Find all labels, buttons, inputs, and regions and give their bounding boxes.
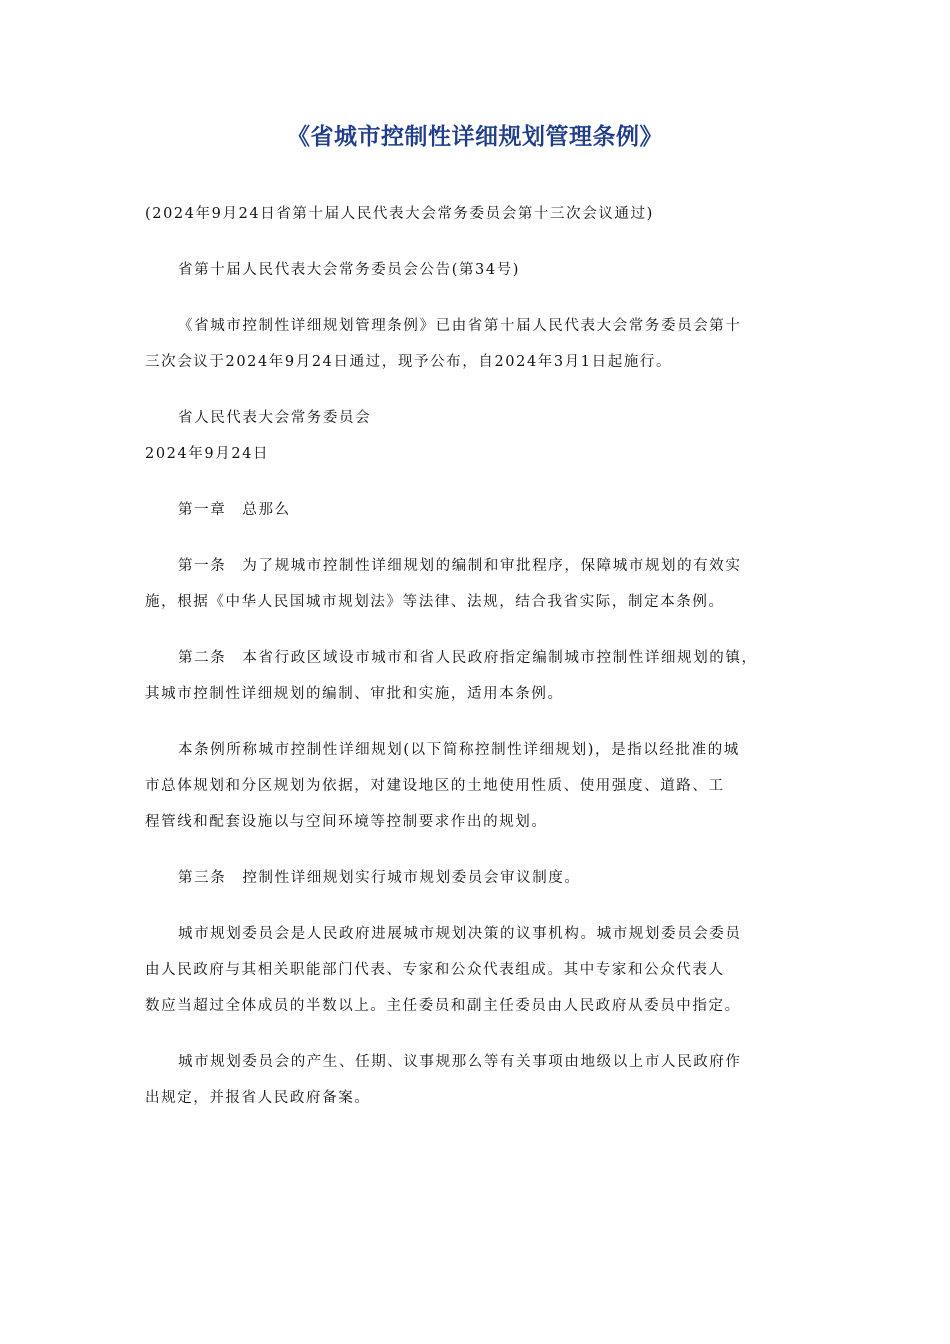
text-line: 数应当超过全体成员的半数以上。主任委员和副主任委员由人民政府从委员中指定。 (145, 998, 741, 1014)
issuer (145, 400, 811, 436)
text-line: 出规定，并报省人民政府备案。 (145, 1090, 371, 1106)
article-1 (145, 548, 811, 620)
article-2-paragraph-2 (145, 732, 811, 840)
announcement (145, 252, 811, 288)
text-line: 第一条 为了规城市控制性详细规划的编制和审批程序，保障城市规划的有效实 (178, 558, 742, 574)
text-line: 市总体规划和分区规划为依据，对建设地区的土地使用性质、使用强度、道路、工 (145, 778, 725, 794)
article-3-paragraph-3 (145, 1044, 811, 1116)
text-line: 城市规划委员会是人民政府进展城市规划决策的议事机构。城市规划委员会委员 (178, 926, 742, 942)
text-line: 第三条 控制性详细规划实行城市规划委员会审议制度。 (178, 870, 581, 886)
document-body (145, 196, 811, 1136)
article-3 (145, 860, 811, 896)
text-line: 程管线和配套设施以与空间环境等控制要求作出的规划。 (145, 814, 548, 830)
text-line: 第二条 本省行政区域设市城市和省人民政府指定编制城市控制性详细规划的镇， (178, 650, 758, 666)
text-line: 第一章 总那么 (178, 502, 291, 518)
text-line: 施，根据《中华人民国城市规划法》等法律、法规，结合我省实际，制定本条例。 (145, 594, 725, 610)
text-line: (2024年9月24日省第十届人民代表大会常务委员会第十三次会议通过) (145, 206, 654, 222)
text-line: 由人民政府与其相关职能部门代表、专家和公众代表组成。其中专家和公众代表人 (145, 962, 725, 978)
text-line: 省第十届人民代表大会常务委员会公告(第34号) (178, 262, 521, 278)
document-title: 《省城市控制性详细规划管理条例》 (287, 124, 663, 150)
text-line: 2024年9月24日 (145, 446, 270, 462)
chapter-heading (145, 492, 811, 528)
adoption-note (145, 196, 811, 232)
text-line: 城市规划委员会的产生、任期、议事规那么等有关事项由地级以上市人民政府作 (178, 1054, 742, 1070)
text-line: 三次会议于2024年9月24日通过，现予公布，自2024年3月1日起施行。 (145, 354, 673, 370)
text-line: 省人民代表大会常务委员会 (178, 410, 372, 426)
promulgation (145, 308, 811, 380)
text-line: 本条例所称城市控制性详细规划(以下简称控制性详细规划)，是指以经批准的城 (178, 742, 740, 758)
article-3-paragraph-2 (145, 916, 811, 1024)
article-2 (145, 640, 811, 712)
text-line: 其城市控制性详细规划的编制、审批和实施，适用本条例。 (145, 686, 564, 702)
text-line: 《省城市控制性详细规划管理条例》已由省第十届人民代表大会常务委员会第十 (178, 318, 742, 334)
issue-date (145, 436, 811, 472)
